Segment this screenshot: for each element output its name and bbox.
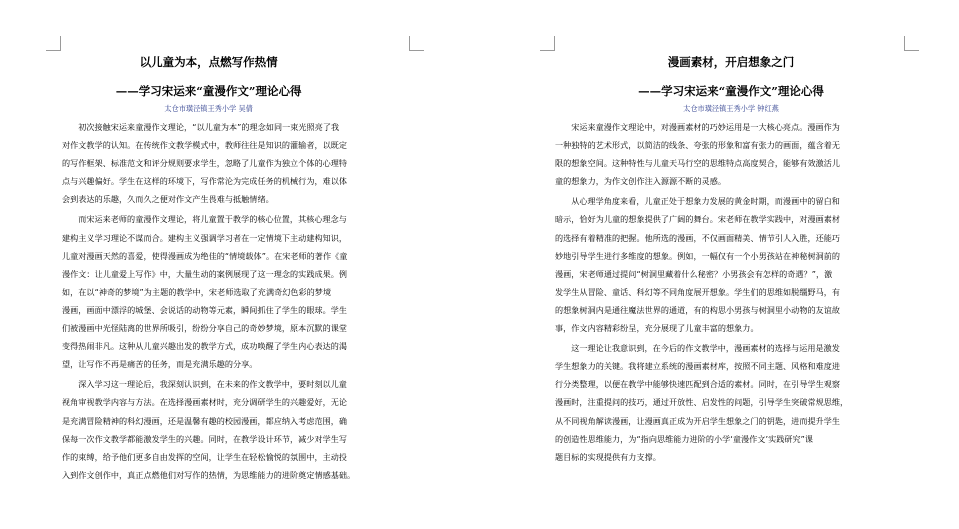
text-line: 对作文教学的认知。在传统作文教学模式中，教师往往是知识的灌输者，以既定 bbox=[62, 140, 348, 151]
text-line: 从心理学角度来看，儿童正处于想象力发展的黄金时期，而漫画中的留白和 bbox=[571, 196, 840, 207]
paragraph bbox=[62, 375, 355, 484]
page-title: 漫画素材，开启想象之门 bbox=[667, 55, 795, 69]
text-line: 是充满冒险精神的科幻漫画，还是温馨有趣的校园漫画，都应纳入考虑范围，确 bbox=[62, 415, 348, 426]
text-line: 建构主义学习理论不谋而合。建构主义强调学习者在一定情境下主动建构知识， bbox=[62, 232, 348, 243]
body-text bbox=[555, 118, 907, 466]
text-line: 漫画时，注重提问的技巧，通过开放性、启发性的问题，引导学生突破常规思维， bbox=[555, 397, 849, 408]
text-line: 的创造性思维能力，为“指向思维能力进阶的小学‘童漫作文’实践研究”课 bbox=[555, 433, 814, 444]
page-corner-mark bbox=[409, 36, 424, 51]
text-line: 的想象树洞内是通往魔法世界的通道，有的构思小男孩与树洞里小动物的友谊故 bbox=[555, 304, 841, 315]
text-line: 妙地引导学生进行多维度的想象。例如，一幅仅有一个小男孩站在神秘树洞前的 bbox=[555, 250, 841, 261]
author-line: 太仓市璜泾镇王秀小学 钟红燕 bbox=[683, 104, 779, 113]
text-line: 这一理论让我意识到，在今后的作文教学中，漫画素材的选择与运用是激发 bbox=[571, 343, 840, 354]
text-line: 的选择有着精准的把握。他所选的漫画，不仅画面精美、情节引人入胜，还能巧 bbox=[555, 232, 841, 243]
text-line: 限的想象空间。这种特性与儿童天马行空的思维特点高度契合，能够有效激活儿 bbox=[555, 158, 841, 169]
page-corner-mark bbox=[904, 36, 919, 51]
text-line: 们被漫画中光怪陆离的世界所吸引，纷纷分享自己的奇妙梦境，原本沉默的课堂 bbox=[62, 323, 348, 334]
text-line: 的写作框架、标准范文和评分规则要求学生，忽略了儿童作为独立个体的心理特 bbox=[62, 158, 348, 169]
text-line: 事，作文内容精彩纷呈，充分展现了儿童丰富的想象力。 bbox=[555, 323, 759, 334]
text-line: 题目标的实现提供有力支撑。 bbox=[555, 451, 661, 462]
paragraph bbox=[62, 118, 355, 208]
page-corner-mark bbox=[540, 36, 555, 51]
right-page-content bbox=[555, 52, 907, 468]
text-line: 深入学习这一理论后，我深刻认识到，在未来的作文教学中，要时刻以儿童 bbox=[78, 379, 347, 390]
page-title: 以儿童为本，点燃写作热情 bbox=[139, 55, 278, 69]
text-line: 变得热闹非凡。这种从儿童兴趣出发的教学方式，成功唤醒了学生内心表达的渴 bbox=[62, 341, 348, 352]
page-corner-mark bbox=[46, 36, 61, 51]
text-line: 漫作文：让儿童爱上写作》中，大量生动的案例展现了这一理念的实践成果。例 bbox=[62, 268, 348, 279]
page-subtitle: ——学习宋运来“童漫作文”理论心得 bbox=[638, 84, 824, 98]
text-line: 从不同视角解读漫画，让漫画真正成为开启学生想象之门的钥匙，进而提升学生 bbox=[555, 415, 841, 426]
text-line: 漫画，画面中漂浮的城堡、会说话的动物等元素，瞬间抓住了学生的眼球。学生 bbox=[62, 304, 348, 315]
text-line: 如，在以“神奇的梦境”为主题的教学中，宋老师选取了充满奇幻色彩的梦境 bbox=[62, 286, 332, 297]
text-line: 初次接触宋运来童漫作文理论，“以儿童为本”的理念如同一束光照亮了我 bbox=[78, 122, 340, 132]
text-line: 童的想象力，为作文创作注入源源不断的灵感。 bbox=[555, 176, 727, 187]
paragraph bbox=[62, 210, 355, 373]
page-subtitle: ——学习宋运来“童漫作文”理论心得 bbox=[115, 84, 302, 98]
left-page-content bbox=[62, 52, 355, 486]
text-line: 而宋运来老师的童漫作文理论，将儿童置于教学的核心位置，其核心理念与 bbox=[78, 214, 347, 225]
text-line: 一种独特的艺术形式，以简洁的线条、夸张的形象和富有张力的画面，蕴含着无 bbox=[555, 140, 841, 151]
paragraph bbox=[555, 339, 907, 466]
text-line: 望，让写作不再是痛苦的任务，而是充满乐趣的分享。 bbox=[62, 359, 258, 370]
text-line: 漫画，宋老师通过提问“树洞里藏着什么秘密？小男孩会有怎样的奇遇？”，激 bbox=[555, 268, 833, 279]
text-line: 入到作文创作中，真正点燃他们对写作的热情，为思维能力的进阶奠定情感基础。 bbox=[62, 469, 356, 480]
body-text bbox=[62, 118, 355, 484]
text-line: 视角审视教学内容与方法。在选择漫画素材时，充分调研学生的兴趣爱好，无论 bbox=[62, 397, 348, 408]
author-line: 太仓市璜泾镇王秀小学 吴倩 bbox=[164, 104, 253, 113]
text-line: 行分类整理，以便在教学中能够快速匹配到合适的素材。同时，在引导学生观察 bbox=[555, 379, 841, 390]
text-line: 儿童对漫画天然的喜爱，使得漫画成为绝佳的“情境载体”。在宋老师的著作《童 bbox=[62, 250, 348, 261]
text-line: 学生想象力的关键。我将建立系统的漫画素材库，按照不同主题、风格和难度进 bbox=[555, 361, 841, 372]
paragraph bbox=[555, 118, 907, 190]
text-line: 点与兴趣偏好。学生在这样的环境下，写作常沦为完成任务的机械行为，难以体 bbox=[62, 176, 348, 187]
paragraph bbox=[555, 192, 907, 337]
text-line: 宋运来童漫作文理论中，对漫画素材的巧妙运用是一大核心亮点。漫画作为 bbox=[571, 122, 840, 132]
text-line: 作的束缚，给予他们更多自由发挥的空间，让学生在轻松愉悦的氛围中，主动投 bbox=[62, 451, 348, 462]
text-line: 保每一次作文教学都能激发学生的兴趣。同时，在教学设计环节，减少对学生写 bbox=[62, 433, 348, 444]
text-line: 发学生从冒险、童话、科幻等不同角度展开想象。学生们的思维如脱缰野马，有 bbox=[555, 286, 841, 297]
text-line: 暗示，恰好为儿童的想象提供了广阔的舞台。宋老师在教学实践中，对漫画素材 bbox=[555, 214, 841, 225]
text-line: 会到表达的乐趣，久而久之便对作文产生畏难与抵触情绪。 bbox=[62, 194, 274, 205]
